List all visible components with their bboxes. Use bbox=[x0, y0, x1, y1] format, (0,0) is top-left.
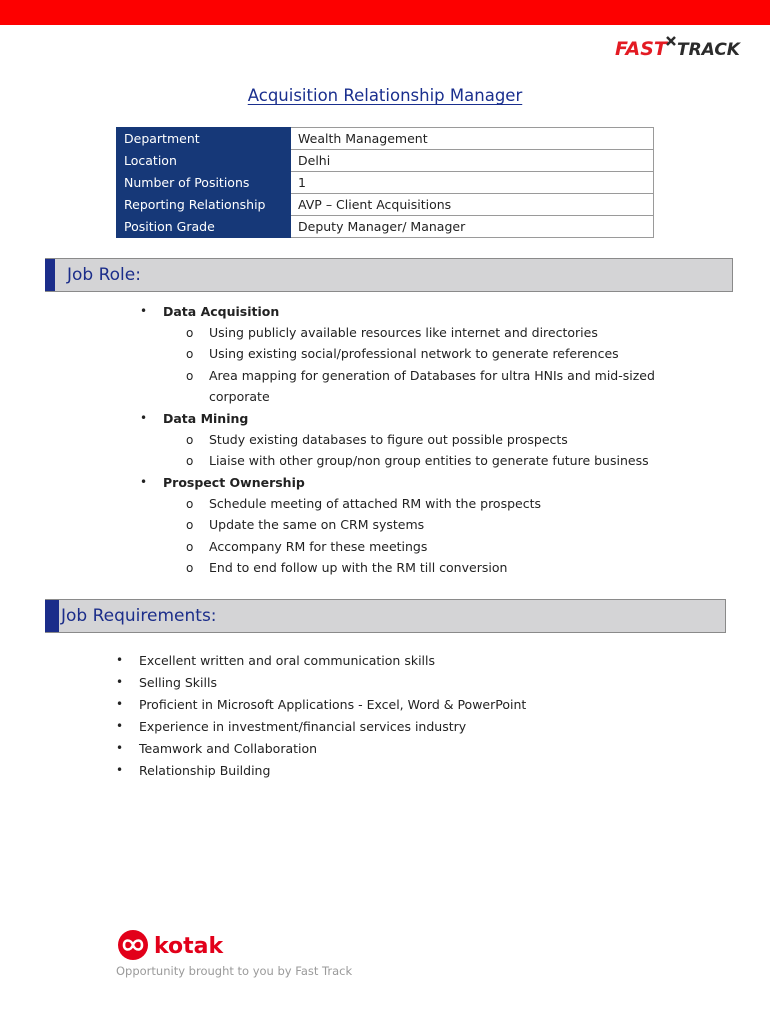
sub-bullet-icon: o bbox=[186, 454, 194, 468]
job-role-header bbox=[45, 258, 733, 292]
bullet-icon: • bbox=[116, 653, 124, 667]
info-key: Position Grade bbox=[117, 216, 291, 238]
list-item: Schedule meeting of attached RM with the prospects bbox=[209, 496, 542, 511]
list-item: Relationship Building bbox=[139, 763, 271, 778]
sub-bullet-icon: o bbox=[186, 518, 194, 532]
fasttrack-logo bbox=[615, 33, 763, 61]
list-item: Accompany RM for these meetings bbox=[209, 539, 428, 554]
sub-bullet-icon: o bbox=[186, 326, 194, 340]
sub-bullet-icon: o bbox=[186, 347, 194, 361]
info-value: Delhi bbox=[291, 150, 654, 172]
page-title: Acquisition Relationship Manager bbox=[247, 86, 523, 105]
bullet-icon: • bbox=[116, 741, 124, 755]
job-requirements-heading: Job Requirements: bbox=[61, 606, 217, 626]
table-row bbox=[117, 172, 654, 194]
list-item: Data Acquisition bbox=[163, 304, 280, 319]
list-item: Study existing databases to figure out possible prospects bbox=[209, 432, 568, 447]
bullet-icon: • bbox=[116, 675, 124, 689]
logo-runner-icon bbox=[667, 37, 675, 45]
list-item: Selling Skills bbox=[139, 675, 217, 690]
sub-bullet-icon: o bbox=[186, 369, 194, 383]
info-value: Deputy Manager/ Manager bbox=[291, 216, 654, 238]
section-accent bbox=[45, 600, 59, 632]
info-key: Location bbox=[117, 150, 291, 172]
table-row bbox=[117, 194, 654, 216]
logo-right-text: TRACK bbox=[677, 40, 740, 60]
list-item-continued: corporate bbox=[209, 389, 270, 404]
bullet-icon: • bbox=[140, 475, 148, 489]
list-item: Area mapping for generation of Databases for ultra HNIs and mid-sized bbox=[209, 368, 655, 383]
list-item: End to end follow up with the RM till conversion bbox=[209, 560, 508, 575]
logo-left-text: FAST bbox=[615, 38, 667, 60]
sub-bullet-icon: o bbox=[186, 561, 194, 575]
job-role-heading: Job Role: bbox=[67, 265, 141, 285]
list-item: Experience in investment/financial services industry bbox=[139, 719, 467, 734]
info-key: Reporting Relationship bbox=[117, 194, 291, 216]
info-value: Wealth Management bbox=[291, 128, 654, 150]
bullet-icon: • bbox=[116, 719, 124, 733]
job-requirements-header bbox=[45, 599, 726, 633]
kotak-logo-text: kotak bbox=[154, 934, 224, 959]
info-key: Number of Positions bbox=[117, 172, 291, 194]
info-key: Department bbox=[117, 128, 291, 150]
info-value: 1 bbox=[291, 172, 654, 194]
bullet-icon: • bbox=[116, 697, 124, 711]
kotak-logo bbox=[116, 928, 236, 964]
footer-caption: Opportunity brought to you by Fast Track bbox=[116, 964, 353, 978]
list-item: Using publicly available resources like internet and directories bbox=[209, 325, 598, 340]
sub-bullet-icon: o bbox=[186, 433, 194, 447]
bullet-icon: • bbox=[140, 411, 148, 425]
sub-bullet-icon: o bbox=[186, 497, 194, 511]
table-row bbox=[117, 150, 654, 172]
sub-bullet-icon: o bbox=[186, 540, 194, 554]
list-item: Teamwork and Collaboration bbox=[139, 741, 318, 756]
list-item: Prospect Ownership bbox=[163, 475, 305, 490]
list-item: Using existing social/professional network to generate references bbox=[209, 346, 619, 361]
list-item: Update the same on CRM systems bbox=[209, 517, 425, 532]
table-row bbox=[117, 216, 654, 238]
bullet-icon: • bbox=[116, 763, 124, 777]
top-red-bar bbox=[0, 0, 770, 25]
list-item: Data Mining bbox=[163, 411, 249, 426]
bullet-icon: • bbox=[140, 304, 148, 318]
info-value: AVP – Client Acquisitions bbox=[291, 194, 654, 216]
list-item: Excellent written and oral communication skills bbox=[139, 653, 436, 668]
list-item: Liaise with other group/non group entities to generate future business bbox=[209, 453, 649, 468]
table-row bbox=[117, 128, 654, 150]
list-item: Proficient in Microsoft Applications - Excel, Word & PowerPoint bbox=[139, 697, 527, 712]
position-info-table bbox=[116, 127, 654, 238]
section-accent bbox=[45, 259, 55, 291]
